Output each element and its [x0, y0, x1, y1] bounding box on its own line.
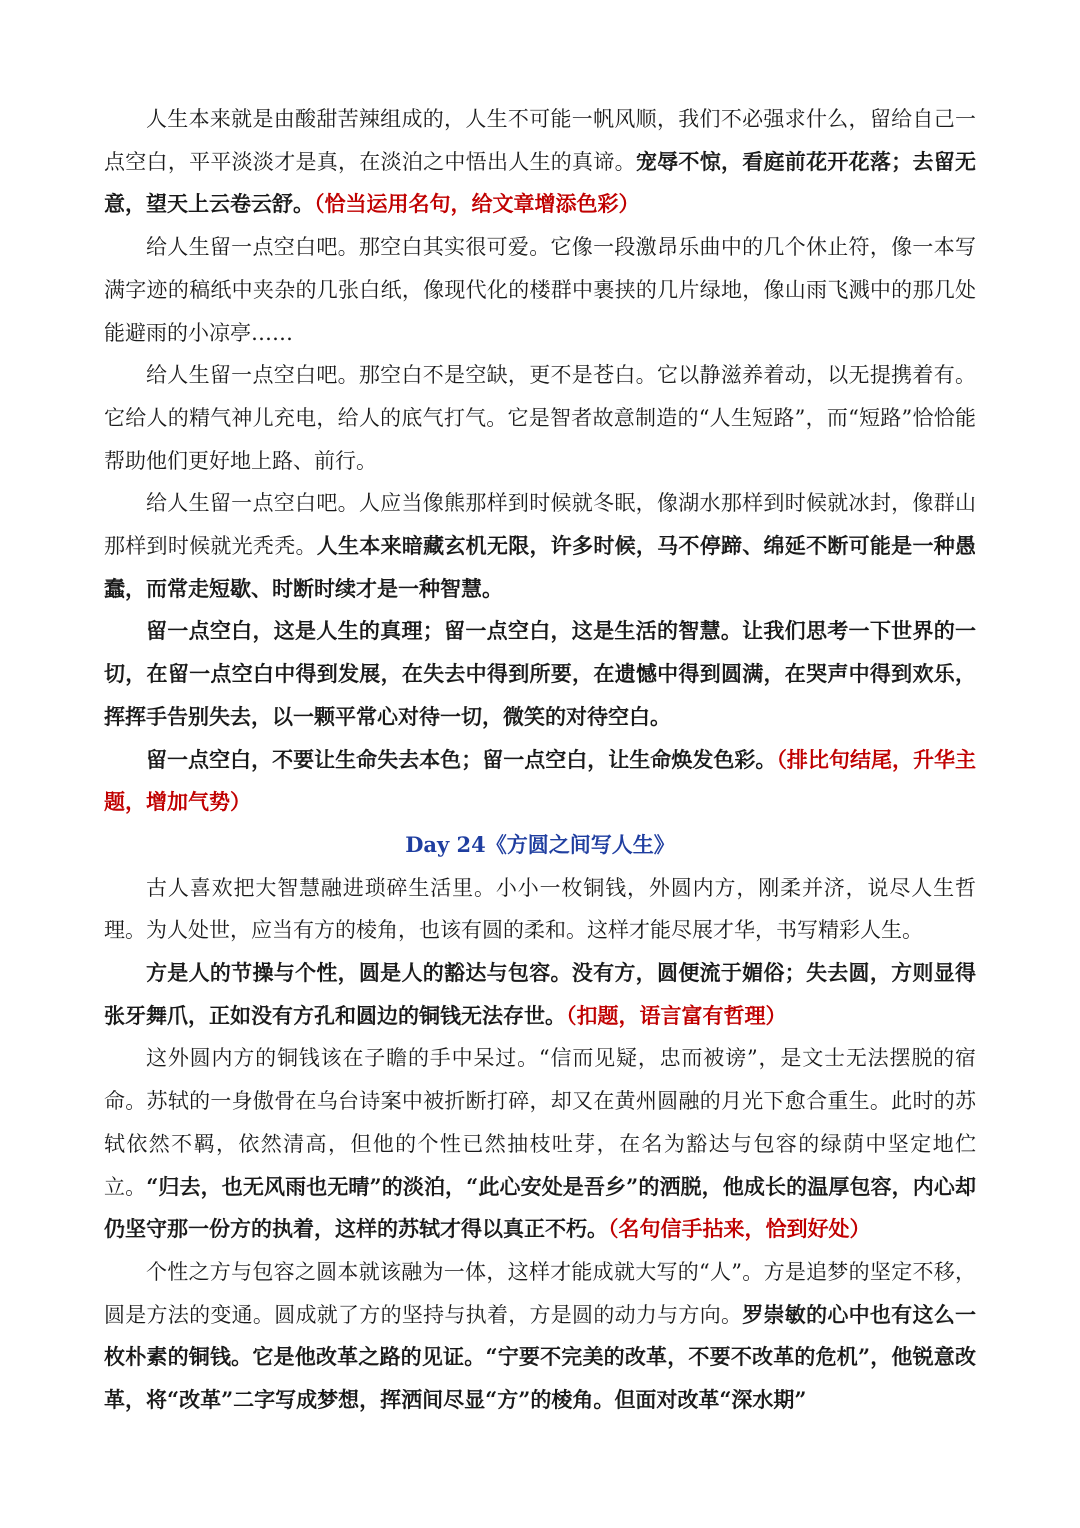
paragraph-text: 给人生留一点空白吧。人应当像熊那样到时候就冬眠，像湖水那样到时候就冰封，像群山那样到时候就光秃秃。: [104, 491, 976, 559]
annotation-note: （名句信手拈来，恰到好处）: [608, 1216, 871, 1242]
annotation-note: （扣题，语言富有哲理）: [566, 1002, 787, 1028]
bold-sentence: “归去，也无风雨也无晴”的淡泊，“此心安处是吾乡”的洒脱，他成长的温厚包容，内心却仍坚守那一份方的执着，这样的苏轼才得以真正不朽。: [104, 1173, 976, 1242]
paragraph-text: 给人生留一点空白吧。那空白其实很可爱。它像一段激昂乐曲中的几个休止符，像一本写满字迹的稿纸中夹杂的几张白纸，像现代化的楼群中裹挟的几片绿地，像山雨飞溅中的那几处能避雨的小凉亭……: [104, 235, 976, 345]
bold-sentence: 留一点空白，这是人生的真理；留一点空白，这是生活的智慧。让我们思考一下世界的一切，在留一点空白中得到发展，在失去中得到所要，在遗憾中得到圆满，在哭声中得到欢乐，挥挥手告别失去，以一颗平常心对待一切，微笑的对待空白。: [104, 618, 976, 729]
paragraph-5: [104, 610, 976, 738]
paragraph-2: [104, 226, 976, 354]
paragraph-text: 古人喜欢把大智慧融进琐碎生活里。小小一枚铜钱，外圆内方，刚柔并济，说尽人生哲理。为人处世，应当有方的棱角，也该有圆的柔和。这样才能尽展才华，书写精彩人生。: [104, 875, 976, 943]
annotation-note: （恰当运用名句，给文章增添色彩）: [314, 191, 640, 217]
bold-sentence: 留一点空白，不要让生命失去本色；留一点空白，让生命焕发色彩。: [146, 746, 777, 772]
annotation-note: （排比句结尾，升华主题，增加气势）: [104, 746, 977, 815]
article-title-text: Day 24《方圆之间写人生》: [405, 831, 675, 857]
bold-sentence: 人生本来暗藏玄机无限，许多时候，马不停蹄、绵延不断可能是一种愚蠢，而常走短歇、时断时续才是一种智慧。: [104, 533, 976, 601]
paragraph-4: [104, 482, 976, 610]
article-body: [104, 98, 976, 1422]
paragraph-7: [104, 867, 976, 952]
paragraph-text: 这外圆内方的铜钱该在子瞻的手中呆过。“信而见疑，忠而被谤”，是文士无法摆脱的宿命。苏轼的一身傲骨在乌台诗案中被折断打碎，却又在黄州圆融的月光下愈合重生。此时的苏轼依然不羁，依然清高，但他的个性已然抽枝吐芽，在名为豁达与包容的绿荫中坚定地伫立。: [104, 1046, 976, 1199]
paragraph-1: [104, 98, 976, 226]
paragraph-text: 给人生留一点空白吧。那空白不是空缺，更不是苍白。它以静滋养着动，以无提携着有。它给人的精气神儿充电，给人的底气打气。它是智者故意制造的“人生短路”，而“短路”恰恰能帮助他们更好地上路、前行。: [104, 363, 976, 473]
paragraph-text: 个性之方与包容之圆本就该融为一体，这样才能成就大写的“人”。方是追梦的坚定不移，圆是方法的变通。圆成就了方的坚持与执着，方是圆的动力与方向。: [104, 1259, 976, 1327]
paragraph-3: [104, 354, 976, 482]
famous-quote: 宠辱不惊，看庭前花开花落；去留无意，望天上云卷云舒。: [104, 148, 976, 217]
paragraph-6: [104, 739, 976, 824]
article-title: [104, 824, 976, 867]
paragraph-9: [104, 1037, 976, 1251]
paragraph-10: [104, 1251, 976, 1422]
bold-sentence: 罗崇敏的心中也有这么一枚朴素的铜钱。它是他改革之路的见证。“宁要不完美的改革，不要不改革的危机”，他锐意改革，将“改革”二字写成梦想，挥洒间尽显“方”的棱角。但面对改革“深水期”: [104, 1301, 976, 1413]
bold-sentence: 方是人的节操与个性，圆是人的豁达与包容。没有方，圆便流于媚俗；失去圆，方则显得张牙舞爪，正如没有方孔和圆边的铜钱无法存世。: [104, 960, 976, 1028]
paragraph-text: 人生本来就是由酸甜苦辣组成的，人生不可能一帆风顺，我们不必强求什么，留给自己一点空白，平平淡淡才是真，在淡泊之中悟出人生的真谛。: [104, 107, 976, 174]
paragraph-8: [104, 952, 976, 1037]
